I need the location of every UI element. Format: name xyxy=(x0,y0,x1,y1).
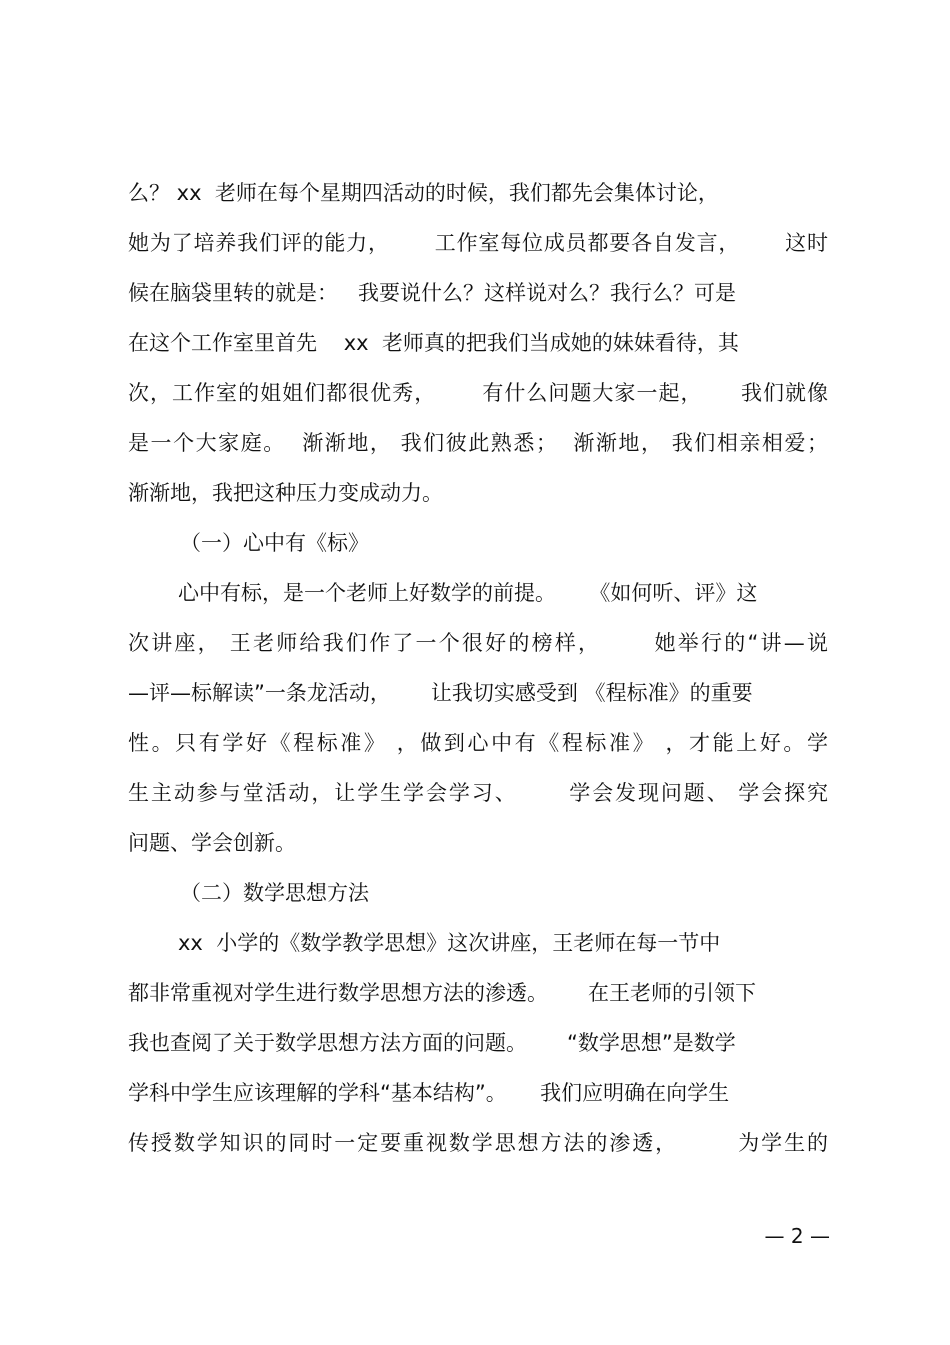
text-line-10: 次讲座， 王老师给我们作了一个很好的榜样， 她举行的“讲—说 xyxy=(128,631,828,655)
text-line-2: 她为了培养我们评的能力， 工作室每位成员都要各自发言， 这时 xyxy=(128,231,828,255)
text-line-19: 学科中学生应该理解的学科“基本结构”。 我们应明确在向学生 xyxy=(128,1081,730,1105)
text-line-9: 心中有标，是一个老师上好数学的前提。 《如何听、评》这 xyxy=(178,581,758,605)
text-line-5: 次，工作室的姐姐们都很优秀， 有什么问题大家一起， 我们就像 xyxy=(128,381,828,405)
text-line-4: 在这个工作室里首先 xx 老师真的把我们当成她的妹妹看待，其 xyxy=(128,331,739,355)
text-line-18: 我也查阅了关于数学思想方法方面的问题。 “数学思想”是数学 xyxy=(128,1031,736,1055)
text-line-12: 性。只有学好《程标准》 ，做到心中有《程标准》 ，才能上好。学 xyxy=(128,731,828,755)
text-line-7: 渐渐地，我把这种压力变成动力。 xyxy=(128,481,443,505)
section-heading-1: （一）心中有《标》 xyxy=(180,531,369,555)
text-line-20: 传授数学知识的同时一定要重视数学思想方法的渗透， 为学生的 xyxy=(128,1131,828,1155)
text-line-3: 候在脑袋里转的就是： 我要说什么？这样说对么？我行么？可是 xyxy=(128,281,737,305)
section-heading-2: （二）数学思想方法 xyxy=(180,881,369,905)
text-line-11: —评—标解读”一条龙活动， 让我切实感受到 《程标准》的重要 xyxy=(128,681,753,705)
text-line-17: 都非常重视对学生进行数学思想方法的渗透。 在王老师的引领下 xyxy=(128,981,757,1005)
text-line-14: 问题、学会创新。 xyxy=(128,831,296,855)
text-line-6: 是一个大家庭。 渐渐地， 我们彼此熟悉； 渐渐地， 我们相亲相爱； xyxy=(128,431,828,455)
text-line-13: 生主动参与堂活动，让学生学会学习、 学会发现问题、 学会探究 xyxy=(128,781,828,805)
page-number: — 2 — xyxy=(764,1224,830,1248)
text-line-1: 么？ xx 老师在每个星期四活动的时候，我们都先会集体讨论， xyxy=(128,181,719,205)
text-line-16: xx 小学的《数学教学思想》这次讲座，王老师在每一节中 xyxy=(178,931,721,955)
